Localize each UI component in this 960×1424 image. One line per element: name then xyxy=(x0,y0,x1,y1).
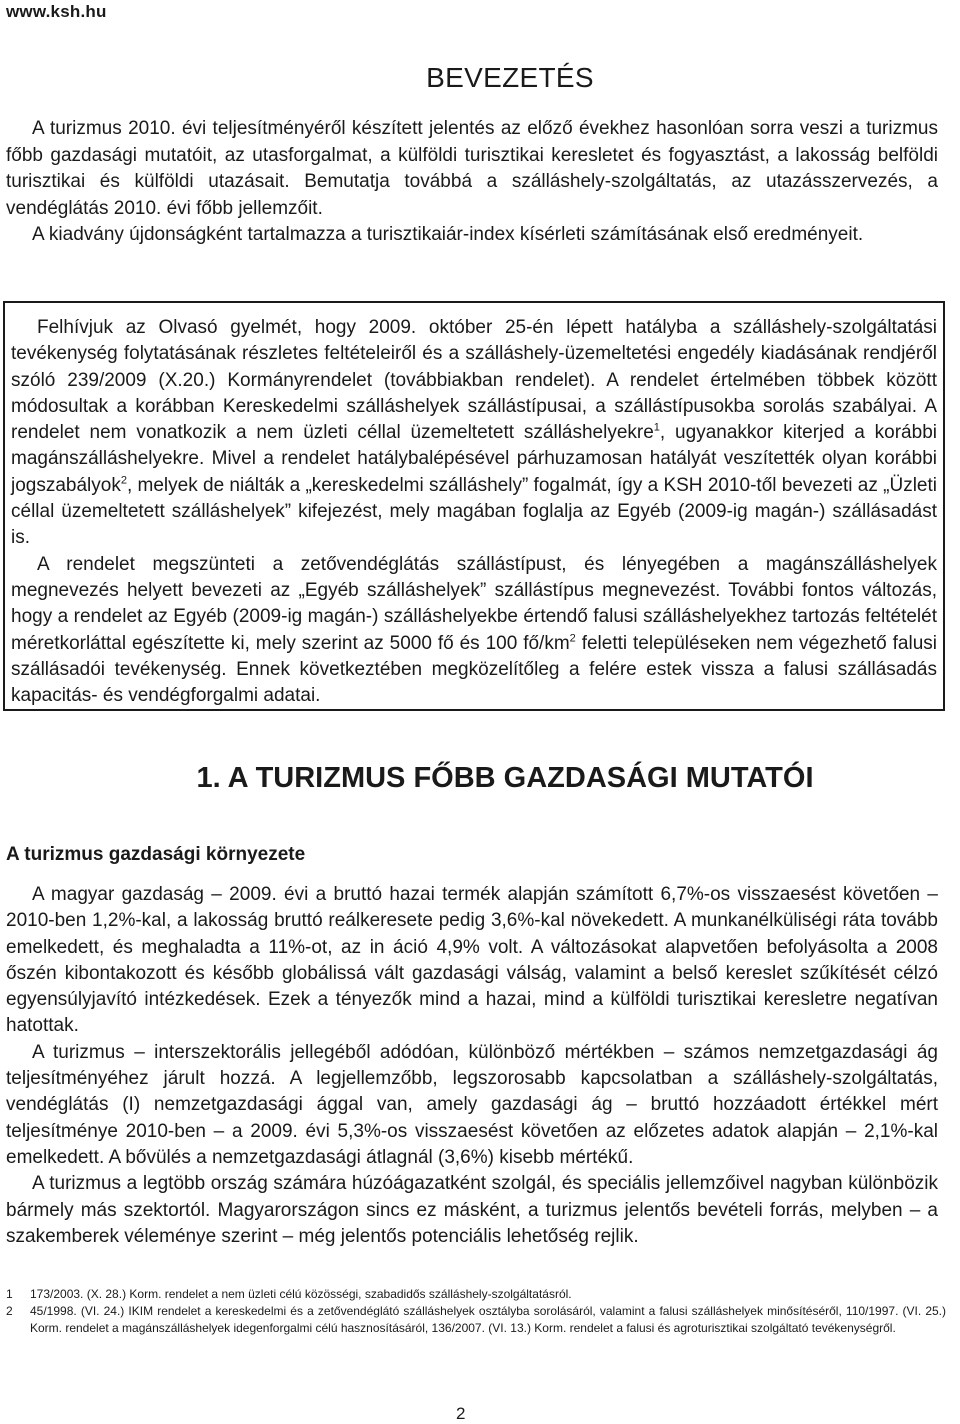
intro-paragraph-2: A kiadvány újdonságként tartalmazza a turisztikaiár-index kísérleti számításának első eredményeit. xyxy=(32,224,864,246)
footnote-text: 45/1998. (VI. 24.) IKIM rendelet a kereskedelmi és a zetővendéglátó szálláshelyek osztályba sorolásáról, valamint a falusi szálláshelyek minősítéséről, 110/1997. (VI. 25.) Korm. rendelet a magánszálláshelyek idegenforgalmi célú hasznosításáról, 136/2007. (VI. 13.) Korm. rendelet a falusi és agroturisztikai szolgáltató tevékenységről. xyxy=(30,1304,946,1335)
km2-superscript: 2 xyxy=(569,632,576,645)
footnote-text: 173/2003. (X. 28.) Korm. rendelet a nem üzleti célú közösségi, szabadidős szálláshely-szolgáltatásról. xyxy=(30,1287,572,1301)
notice-p1-part-a: Felhívjuk az Olvasó gyelmét, hogy 2009. október 25-én lépett hatályba a szálláshely-szolgáltatási tevékenység folytatásának részletes feltételeiről és a szálláshely-üzemeltetési engedély kiadásának rendjéről szóló 239/2009 (X.20.) Kormányrendelet (továbbiakban rendelet). A rendelet értelmében többek között módosultak a korábban Kereskedelmi szálláshelyek szállástípusai, a szállástípusokba sorolás szabályai. A rendelet nem vonatkozik a nem üzleti céllal üzemeltetett szálláshelyekre xyxy=(11,317,937,444)
notice-p1-part-c: , melyek de niálták a „kereskedelmi szálláshely” fogalmát, így a KSH 2010-től bevezeti az „Üzleti céllal üzemeltetett szálláshelyek” kifejezést, mely magában foglalja az Egyéb (2009-ig magán-) szállásadást is. xyxy=(11,474,937,549)
notice-box xyxy=(3,301,945,711)
page-number: 2 xyxy=(456,1404,466,1423)
intro-text xyxy=(6,116,938,249)
footnote-1 xyxy=(6,1286,946,1303)
section2-paragraph-2: A turizmus – interszektorális jellegéből adódóan, különböző mértékben – számos nemzetgazdasági ág teljesítményéhez járult hozzá. A legjellemzőbb, legszorosabb kapcsolatban a szálláshely-szolgáltatás, vendéglátás (I) nemzetgazdasági ággal van, amely gazdasági ág – bruttó hozzáadott értékkel mért teljesítménye 2010-ben – a 2009. évi 5,3%-os visszaesést követően az előzetes adatok alapján – 2,1%-kal emelkedett. A bővülés a nemzetgazdasági átlagnál (3,6%) kisebb mértékű. xyxy=(6,1041,938,1168)
section2-text xyxy=(6,882,938,1250)
footnote-ref-1: 1 xyxy=(653,421,660,434)
intro-paragraph-1: A turizmus 2010. évi teljesítményéről készített jelentés az előző évekhez hasonlóan sorra veszi a turizmus főbb gazdasági mutatóit, az utasforgalmat, a külföldi turisztikai keresletet és fogyasztást, a lakosság belföldi turisztikai és külföldi utazásait. Bemutatja továbbá a szálláshely-szolgáltatás, az utazásszervezés, a vendéglátás 2010. évi főbb jellemzőit. xyxy=(6,118,938,219)
footnote-ref-2: 2 xyxy=(120,474,127,487)
footnote-number: 1 xyxy=(6,1287,13,1301)
section2-paragraph-3: A turizmus a legtöbb ország számára húzóágazatként szolgál, és speciális jellemzőivel nagyban különbözik bármely más szektortól. Magyarországon sincs ez másként, a turizmus jelentős bevételi forrás, melyben – a szakemberek véleménye szerint – még jelentős potenciális lehetőség rejlik. xyxy=(6,1173,938,1247)
site-url: www.ksh.hu xyxy=(6,2,107,21)
footnote-number: 2 xyxy=(6,1304,13,1318)
notice-text xyxy=(11,315,937,709)
notice-p2-part-b: feletti településeken nem végezhető falusi szállásadói tevékenység. Ennek következtében megközelítőleg a felére estek vissza a falusi szállásadás kapacitás- és vendégforgalmi adatai. xyxy=(11,632,938,707)
section-title-bevezetes: BEVEZETÉS xyxy=(426,62,594,93)
notice-p1-part-b: , ugyanakkor kiterjed a korábbi magánszálláshelyekre. Mivel a rendelet hatálybalépésével párhuzamosan hatályát veszítették olyan korábbi jogszabályok xyxy=(11,422,937,496)
footnote-2 xyxy=(6,1303,946,1337)
notice-paragraph-1 xyxy=(11,315,937,552)
section2-paragraph-1: A magyar gazdaság – 2009. évi a bruttó hazai termék alapján számított 6,7%-os visszaesést követően – 2010-ben 1,2%-kal, a lakosság bruttó reálkeresete pedig 3,6%-kal növekedett. A munkanélküliségi ráta tovább emelkedett, és meghaladta a 11%-ot, az in áció 4,9% volt. A változásokat alapvetően befolyásolta a 2008 őszén kibontakozott és később globálissá vált gazdasági válság, valamint a belső kereslet szűkítését célzó egyensúlyjavító intézkedések. Ezek a tényezők mind a hazai, mind a külföldi turisztikai keresletre negatívan hatottak. xyxy=(6,884,938,1037)
subsection-title: A turizmus gazdasági környezete xyxy=(6,844,306,865)
notice-paragraph-2 xyxy=(11,552,937,710)
notice-p2-part-a: A rendelet megszünteti a zetővendéglátás szállástípust, és lényegében a magánszálláshelyek megnevezés helyett bevezeti az „Egyéb szálláshelyek” szállástípus megnevezést. További fontos változás, hogy a rendelet az Egyéb (2009-ig magán-) szálláshelyekbe értendő falusi szálláshelyekhez tartozás feltételét méretkorláttal egészítette ki, mely szerint az 5000 fő és 100 fő/km xyxy=(11,553,937,654)
section-title-gazdasagi-mutatok: 1. A TURIZMUS FŐBB GAZDASÁGI MUTATÓI xyxy=(196,762,814,794)
